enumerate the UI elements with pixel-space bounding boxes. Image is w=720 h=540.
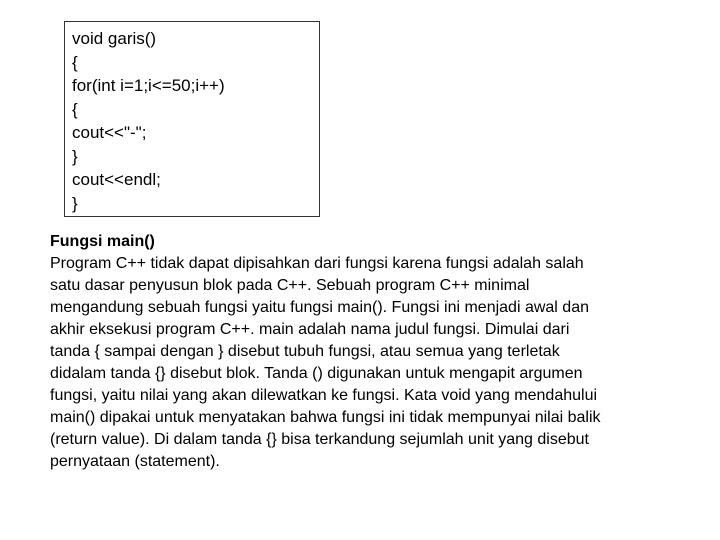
description-section (50, 231, 700, 473)
paragraph-line: didalam tanda {} disebut blok. Tanda () digunakan untuk mengapit argumen (50, 365, 583, 382)
code-line: } (72, 146, 78, 166)
code-snippet-box (64, 21, 320, 217)
code-line: cout<<"-"; (72, 123, 147, 142)
paragraph-line: akhir eksekusi program C++. main adalah nama judul fungsi. Dimulai dari (50, 321, 570, 338)
code-line: void garis() (72, 29, 157, 48)
paragraph-line: pernyataan (statement). (50, 453, 220, 470)
section-title: Fungsi main() (50, 233, 155, 250)
paragraph-line: satu dasar penyusun blok pada C++. Sebuah program C++ minimal (50, 277, 530, 294)
paragraph-line: (return value). Di dalam tanda {} bisa terkandung sejumlah unit yang disebut (50, 431, 589, 448)
paragraph-line: mengandung sebuah fungsi yaitu fungsi main(). Fungsi ini menjadi awal dan (50, 299, 589, 316)
paragraph-line: main() dipakai untuk menyatakan bahwa fungsi ini tidak mempunyai nilai balik (50, 409, 601, 426)
code-line: for(int i=1;i<=50;i++) (72, 76, 225, 95)
code-line: cout<<endl; (72, 170, 161, 189)
paragraph-line: fungsi, yaitu nilai yang akan dilewatkan ke fungsi. Kata void yang mendahului (50, 387, 598, 404)
code-line: { (72, 99, 78, 119)
code-line: { (72, 52, 78, 72)
code-line: } (72, 193, 78, 213)
paragraph-line: Program C++ tidak dapat dipisahkan dari fungsi karena fungsi adalah salah (50, 255, 584, 272)
paragraph-line: tanda { sampai dengan } disebut tubuh fungsi, atau semua yang terletak (50, 343, 560, 360)
